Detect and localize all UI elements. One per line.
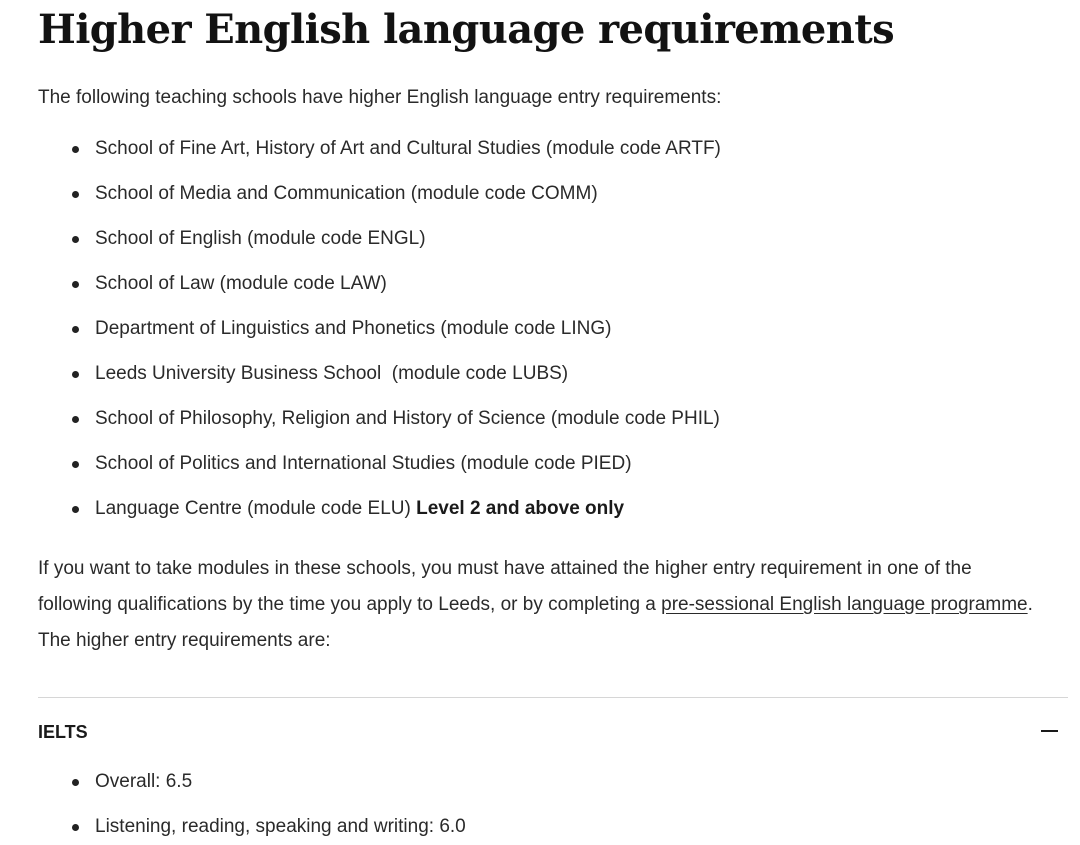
- list-item: School of Fine Art, History of Art and Cultural Studies (module code ARTF): [38, 136, 1068, 181]
- bullet-icon: [72, 281, 79, 288]
- list-item: School of Philosophy, Religion and History of Science (module code PHIL): [38, 406, 1068, 451]
- list-item: School of Politics and International Studies (module code PIED): [38, 451, 1068, 496]
- bullet-icon: [72, 236, 79, 243]
- bullet-icon: [72, 146, 79, 153]
- list-item: School of English (module code ENGL): [38, 226, 1068, 271]
- list-item: Department of Linguistics and Phonetics (module code LING): [38, 316, 1068, 361]
- list-item: School of Media and Communication (module code COMM): [38, 181, 1068, 226]
- requirements-paragraph: If you want to take modules in these schools, you must have attained the higher entry requirement in one of the following qualifications by the time you apply to Leeds, or by completing a pre-sessional English language programme. The higher entry requirements are:: [38, 558, 1033, 651]
- ielts-requirements-list: [38, 769, 466, 845]
- bullet-icon: [72, 779, 79, 786]
- pre-sessional-link[interactable]: pre-sessional English language programme: [661, 594, 1028, 615]
- schools-list: [38, 136, 1068, 541]
- list-item: Overall: 6.5: [38, 769, 466, 814]
- bullet-icon: [72, 824, 79, 831]
- content: [38, 0, 1068, 659]
- bullet-icon: [72, 191, 79, 198]
- level-note: Level 2 and above only: [416, 498, 625, 519]
- list-item: Language Centre (module code ELU) Level 2 and above only: [38, 496, 1068, 541]
- minus-icon[interactable]: [1041, 730, 1058, 732]
- ielts-accordion-header[interactable]: [38, 716, 1060, 748]
- bullet-icon: [72, 506, 79, 513]
- bullet-icon: [72, 416, 79, 423]
- divider: [38, 697, 1068, 698]
- bullet-icon: [72, 371, 79, 378]
- list-item: Leeds University Business School (module code LUBS): [38, 361, 1068, 406]
- list-item: School of Law (module code LAW): [38, 271, 1068, 316]
- intro-text: The following teaching schools have higher English language entry requirements:: [38, 87, 722, 108]
- page-title: Higher English language requirements: [38, 6, 894, 53]
- bullet-icon: [72, 326, 79, 333]
- accordion-title: IELTS: [38, 722, 88, 742]
- list-item: Listening, reading, speaking and writing: 6.0: [38, 814, 466, 845]
- bullet-icon: [72, 461, 79, 468]
